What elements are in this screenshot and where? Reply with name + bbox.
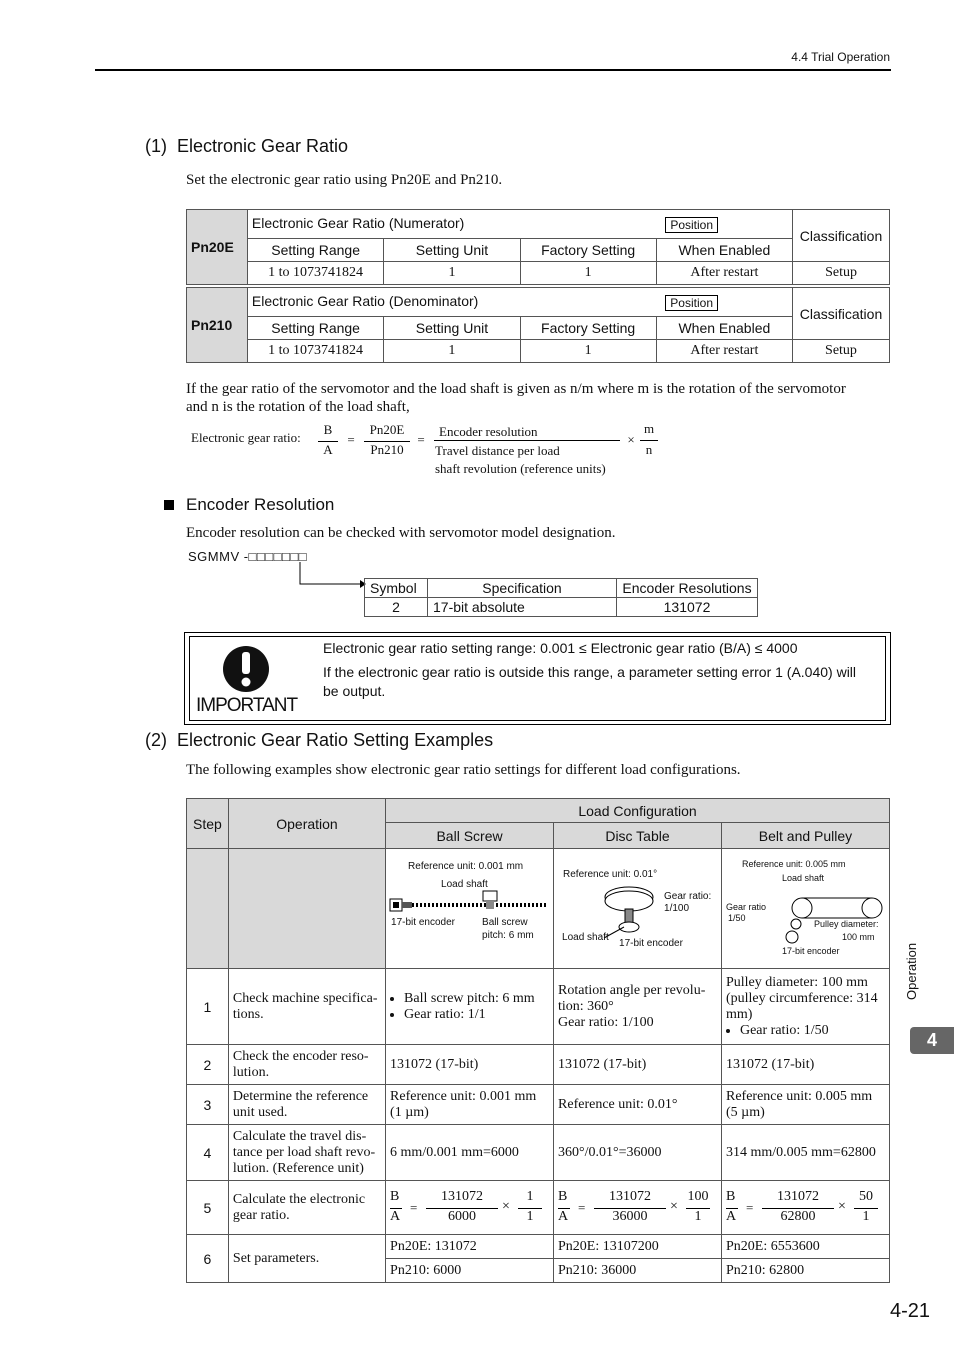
operation-text: Determine the reference unit used. [228,1085,385,1125]
step-number: 4 [187,1125,229,1181]
param-value: Pn210: 62800 [721,1259,889,1283]
fraction-a: A [725,1208,737,1224]
bs-cell: Reference unit: 0.001 mm (1 µm) [386,1085,554,1125]
important-line-1: Electronic gear ratio setting range: 0.001 ≤ Electronic gear ratio (B/A) ≤ 4000 [323,640,798,656]
table-row [187,1045,890,1085]
col-when-enabled: When Enabled [656,317,792,340]
config-belt-pulley: Belt and Pulley [721,823,889,849]
fraction-b: B [390,1188,400,1204]
important-line-2: If the electronic gear ratio is outside this range, a parameter setting error 1 (A.040) will [323,664,857,680]
param-value: Pn210: 6000 [386,1259,554,1283]
param-name: Electronic Gear Ratio (Denominator) [251,293,479,309]
list-item: • Gear ratio: 1/1 [404,1007,549,1023]
step-number: 6 [187,1235,229,1283]
col-load-config: Load Configuration [386,799,890,823]
formula-a: A [323,442,333,457]
bp-fraction [721,1181,889,1235]
fraction-a: A [558,1208,569,1224]
classification-label: Classification [793,288,890,340]
important-icon [221,643,271,695]
bs-pitch: Ball screw [482,917,528,928]
value-factory: 1 [520,340,656,363]
enc-col-symbol: Symbol [365,579,428,598]
operation-text: Calculate the travel dis-tance per load shaft revo-lution. (Reference unit) [228,1125,385,1181]
enc-col-spec: Specification [428,579,617,598]
col-step: Step [187,799,229,849]
step-number: 2 [187,1045,229,1085]
dt-cell: Reference unit: 0.01° [554,1085,722,1125]
examples-table [186,798,890,1283]
fraction-denominator: 6000 [448,1208,477,1224]
table-row [187,1235,890,1259]
col-operation: Operation [228,799,385,849]
bp-text: Pulley diameter: 100 mm (pulley circumference: 314 mm) [725,974,878,1022]
bs-load: Load shaft [441,879,488,890]
param-value: Pn210: 36000 [554,1259,722,1283]
param-id: Pn20E [187,210,248,285]
col-factory-setting: Factory Setting [520,239,656,262]
bs-fraction [386,1181,554,1235]
list-item: • Ball screw pitch: 6 mm [404,991,549,1007]
col-setting-range: Setting Range [247,317,383,340]
dt-load: Load shaft [562,932,609,943]
table-row [187,1181,890,1235]
dt-ref: Reference unit: 0.01° [563,869,658,880]
fraction-n: 1 [526,1208,534,1224]
ball-screw-icon [388,889,553,919]
value-range: 1 to 1073741824 [247,340,383,363]
bp-cell: Reference unit: 0.005 mm (5 µm) [721,1085,889,1125]
important-line-3: be output. [323,683,386,699]
formula-times: × [627,432,635,447]
step-number: 3 [187,1085,229,1125]
formula-eq: = [417,432,425,447]
bs-cell: 6 mm/0.001 mm=6000 [386,1125,554,1181]
bp-cell [721,969,889,1045]
bullet-square-icon [164,500,174,510]
fraction-m: 1 [526,1188,534,1204]
fraction-numerator: 131072 [441,1188,484,1204]
dt-cell [554,969,722,1045]
param-name: Electronic Gear Ratio (Numerator) [251,215,465,231]
formula-encoder: Encoder resolution [439,424,538,439]
fraction-denominator: 36000 [612,1208,648,1224]
gear-ratio-paragraph-2: and n is the rotation of the load shaft, [186,399,410,415]
fraction-eq: = [745,1199,754,1215]
formula-pn20e: Pn20E [369,422,405,437]
bs-ref: Reference unit: 0.001 mm [408,861,524,872]
encoder-text: Encoder resolution can be checked with servomotor model designation. [186,525,616,541]
section-title-1: (1) Electronic Gear Ratio [145,136,349,156]
fraction-n: 1 [694,1208,702,1224]
fraction-times: × [502,1198,510,1214]
dt-enc: 17-bit encoder [619,938,683,949]
diagram-belt-pulley [721,849,889,969]
fraction-eq: = [578,1199,586,1215]
param-value: Pn20E: 6553600 [721,1235,889,1259]
formula-n: n [645,442,653,457]
enc-spec: 17-bit absolute [428,598,617,617]
running-header: 4.4 Trial Operation [791,50,890,64]
bp-cell: 314 mm/0.005 mm=62800 [721,1125,889,1181]
step-number: 5 [187,1181,229,1235]
classification-label: Classification [793,210,890,262]
bs-pitch: pitch: 6 mm [482,930,534,941]
table-row [187,1125,890,1181]
dt-cell: 131072 (17-bit) [554,1045,722,1085]
fraction-a: A [390,1208,401,1224]
fraction-n: 1 [862,1208,870,1224]
param-value: Pn20E: 13107200 [554,1235,722,1259]
fraction-numerator: 131072 [609,1188,652,1204]
operation-text: Check machine specifica-tions. [228,969,385,1045]
param-value: Pn20E: 131072 [386,1235,554,1259]
bp-gear: Gear ratio [725,902,767,912]
param-table-pn20e [186,209,890,285]
value-classification: Setup [793,340,890,363]
model-designation: SGMMV -□□□□□□□ [188,549,308,564]
dt-gear: 1/100 [664,903,690,914]
col-when-enabled: When Enabled [656,239,792,262]
dt-text: Rotation angle per revolu-tion: 360° [558,982,706,1014]
bp-ref: Reference unit: 0.005 mm [741,859,846,869]
bp-load: Load shaft [781,873,825,883]
formula-pn210: Pn210 [370,442,404,457]
step-number: 1 [187,969,229,1045]
bp-pulley: Pulley diameter: [813,919,879,929]
enc-res: 131072 [617,598,758,617]
diagram-ball-screw [386,849,554,969]
formula-b: B [323,422,333,437]
value-unit: 1 [384,262,520,285]
position-tag: Position [665,217,718,233]
formula-label: Electronic gear ratio: [191,430,301,445]
gear-ratio-paragraph-1: If the gear ratio of the servomotor and the load shaft is given as n/m where m is the rotation of the servomotor [186,381,846,397]
fraction-b: B [725,1188,736,1204]
table-row [187,1085,890,1125]
table-row [187,969,890,1045]
dt-gear: Gear ratio: [664,891,712,902]
operation-text: Check the encoder reso-lution. [228,1045,385,1085]
formula-eq: = [347,432,355,447]
important-label: IMPORTANT [196,695,298,716]
value-classification: Setup [793,262,890,285]
page-number: 4-21 [889,1300,930,1322]
param-table-pn210 [186,287,890,363]
dt-fraction [554,1181,722,1235]
section-title-2: (2) Electronic Gear Ratio Setting Examples [145,730,494,750]
section-intro-2: The following examples show electronic gear ratio settings for different load configurations. [186,762,741,778]
fraction-denominator: 62800 [780,1208,816,1224]
bp-pulley: 100 mm [841,932,875,942]
model-arrow-icon [296,562,366,592]
fraction-b: B [558,1188,568,1204]
bp-gear: 1/50 [727,913,746,923]
list-item: • Gear ratio: 1/50 [740,1023,885,1039]
fraction-times: × [837,1198,846,1214]
formula-travel: shaft revolution (reference units) [435,461,606,476]
important-box [184,632,891,725]
enc-symbol: 2 [365,598,428,617]
fraction-m: 50 [858,1188,873,1204]
bs-cell [386,969,554,1045]
enc-col-res: Encoder Resolutions [617,579,758,598]
fraction-numerator: 131072 [776,1188,819,1204]
dt-text: Gear ratio: 1/100 [558,1014,654,1030]
diagram-disc-table [554,849,722,969]
encoder-heading: Encoder Resolution [186,495,335,514]
operation-text: Set parameters. [228,1235,385,1283]
col-setting-range: Setting Range [247,239,383,262]
bs-enc: 17-bit encoder [391,917,455,928]
value-range: 1 to 1073741824 [247,262,383,285]
col-setting-unit: Setting Unit [384,317,520,340]
bs-cell: 131072 (17-bit) [386,1045,554,1085]
section-intro-1: Set the electronic gear ratio using Pn20E and Pn210. [186,172,503,188]
header-rule [95,69,891,71]
value-enabled: After restart [656,262,792,285]
config-ball-screw: Ball Screw [386,823,554,849]
config-disc-table: Disc Table [554,823,722,849]
bp-enc: 17-bit encoder [781,946,840,956]
sidebar-label: Operation [904,942,919,1000]
chapter-tab: 4 [910,1027,954,1054]
value-enabled: After restart [656,340,792,363]
fraction-m: 100 [687,1188,709,1204]
operation-text: Calculate the electronic gear ratio. [228,1181,385,1235]
dt-cell: 360°/0.01°=36000 [554,1125,722,1181]
encoder-table [364,578,758,617]
formula-travel: Travel distance per load [435,443,560,458]
value-unit: 1 [384,340,520,363]
formula-m: m [643,421,655,436]
param-id: Pn210 [187,288,248,363]
col-setting-unit: Setting Unit [384,239,520,262]
fraction-eq: = [410,1199,418,1215]
position-tag: Position [665,295,718,311]
bp-cell: 131072 (17-bit) [721,1045,889,1085]
fraction-times: × [670,1198,678,1214]
col-factory-setting: Factory Setting [520,317,656,340]
value-factory: 1 [520,262,656,285]
